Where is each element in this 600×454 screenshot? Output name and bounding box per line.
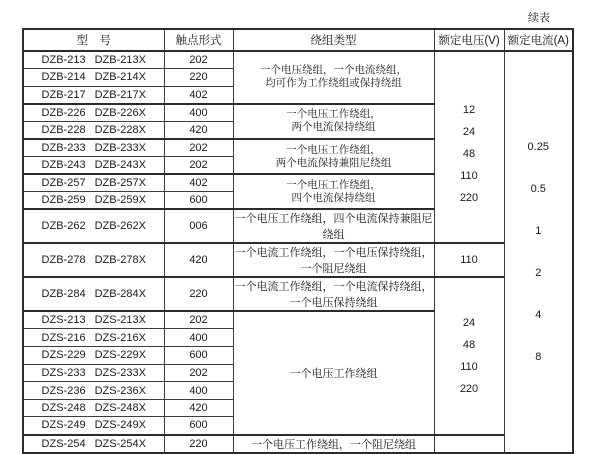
contact-form-cell: 600: [164, 347, 233, 365]
model-name: DZB-213: [41, 54, 86, 67]
rated-voltage-cell: [434, 277, 504, 434]
winding-type-cell: 一个电流工作绕组，一个电流保持绕组，一个电压保持绕组: [233, 277, 434, 311]
model-cell: DZB-233 DZB-233X: [23, 139, 164, 157]
contact-form-cell: 006: [164, 209, 233, 243]
model-name-x: DZB-213X: [94, 54, 146, 67]
winding-type-cell: 一个电流工作绕组，一个电压保持绕组，一个阻尼绕组: [233, 243, 434, 277]
contact-form-cell: 202: [164, 157, 233, 175]
winding-type-cell: 一个电压工作绕组， 两个电流保持兼阻尼绕组: [233, 139, 434, 174]
col-header-model: 型 号: [23, 29, 164, 51]
col-header-rated-voltage: 额定电压(V): [434, 29, 504, 51]
model-cell: DZB-262 DZB-262X: [23, 209, 164, 243]
contact-form-cell: 202: [164, 51, 233, 69]
winding-type-cell: 一个电压工作绕组，一个阻尼绕组: [233, 435, 434, 453]
rated-voltage-cell: 110: [434, 243, 504, 277]
header-row: [23, 29, 573, 51]
table-row: [23, 243, 573, 277]
model-cell: DZS-233 DZS-233X: [23, 364, 164, 382]
current-stack: 0.25 0.5 1 2 4 8: [527, 140, 549, 363]
voltage-stack: 24 48 110 220: [459, 316, 479, 395]
contact-form-cell: 402: [164, 86, 233, 104]
model-cell: DZS-249 DZS-249X: [23, 417, 164, 435]
model-cell: DZB-259 DZB-259X: [23, 192, 164, 210]
contact-form-cell: 202: [164, 364, 233, 382]
model-cell: DZB-278 DZB-278X: [23, 243, 164, 277]
table-row: [23, 435, 573, 453]
contact-form-cell: 400: [164, 104, 233, 122]
continued-label: 续表: [528, 12, 550, 24]
model-cell: DZB-228 DZB-228X: [23, 121, 164, 139]
contact-form-cell: 420: [164, 399, 233, 417]
model-cell: DZB-217 DZB-217X: [23, 86, 164, 104]
model-cell: DZB-257 DZB-257X: [23, 174, 164, 192]
contact-form-cell: 600: [164, 417, 233, 435]
table-row: [23, 51, 573, 69]
model-cell: DZB-226 DZB-226X: [23, 104, 164, 122]
winding-type-cell: 一个电压工作绕组: [233, 311, 434, 434]
model-cell: DZS-248 DZS-248X: [23, 399, 164, 417]
contact-form-cell: 420: [164, 121, 233, 139]
contact-form-cell: 400: [164, 329, 233, 347]
voltage-stack: 12 24 48 110 220: [459, 104, 479, 205]
model-cell: DZS-213 DZS-213X: [23, 311, 164, 329]
table-row: [23, 277, 573, 311]
contact-form-cell: 202: [164, 139, 233, 157]
contact-form-cell: 220: [164, 277, 233, 311]
winding-type-cell: 一个电压工作绕组，四个电流保持兼阻尼绕组: [233, 209, 434, 243]
contact-form-cell: 420: [164, 243, 233, 277]
contact-form-cell: 402: [164, 174, 233, 192]
contact-form-cell: 220: [164, 435, 233, 453]
contact-form-cell: 220: [164, 69, 233, 87]
model-cell: DZS-229 DZS-229X: [23, 347, 164, 365]
model-cell: DZS-236 DZS-236X: [23, 382, 164, 400]
model-cell: DZB-214 DZB-214X: [23, 69, 164, 87]
winding-type-cell: 一个电压绕组，一个电流绕组， 均可作为工作绕组或保持绕组: [233, 51, 434, 104]
winding-type-cell: 一个电压工作绕组， 两个电流保持绕组: [233, 104, 434, 139]
rated-voltage-cell: [434, 51, 504, 243]
model-cell: DZB-243 DZB-243X: [23, 157, 164, 175]
relay-spec-table: [22, 28, 574, 454]
winding-type-cell: 一个电压工作绕组， 四个电流保持绕组: [233, 174, 434, 209]
rated-voltage-cell-empty: [434, 435, 504, 453]
col-header-rated-current: 额定电流(A): [504, 29, 573, 51]
contact-form-cell: 400: [164, 382, 233, 400]
contact-form-cell: 202: [164, 311, 233, 329]
model-cell: DZS-216 DZS-216X: [23, 329, 164, 347]
col-header-contact-form: 触点形式: [164, 29, 233, 51]
model-cell: [23, 51, 164, 69]
contact-form-cell: 600: [164, 192, 233, 210]
model-cell: DZS-254 DZS-254X: [23, 435, 164, 453]
rated-current-cell: [504, 51, 573, 453]
model-cell: DZB-284 DZB-284X: [23, 277, 164, 311]
col-header-winding-type: 绕组类型: [233, 29, 434, 51]
